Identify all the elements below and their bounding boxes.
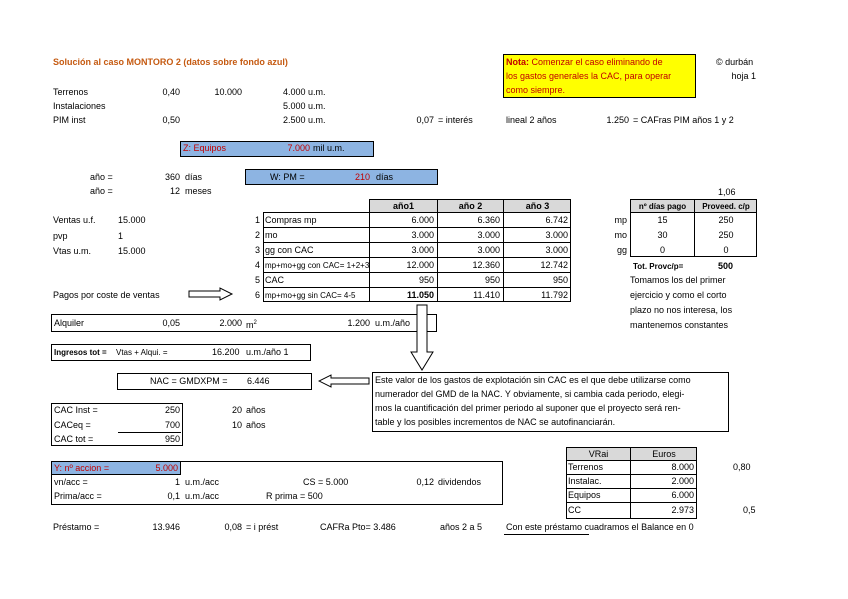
year-months: 12 <box>169 186 180 196</box>
alquiler-v3: 1.200 <box>347 318 370 328</box>
vrai-row-label: Terrenos <box>568 462 604 472</box>
interest-label: = interés <box>438 115 473 125</box>
costs-cell: 3.000 <box>477 230 500 240</box>
sales-value: 1 <box>118 231 124 241</box>
days-cell: 0 <box>659 245 665 255</box>
note-line-2: los gastos generales la CAC, para operar <box>506 71 672 81</box>
cafras-value: 1.250 <box>606 115 629 125</box>
costs-cell: 11.792 <box>541 290 568 300</box>
right-arrow-icon <box>188 287 234 301</box>
costs-header: año1 <box>392 201 414 211</box>
days-header: Proveed. c/p <box>702 202 750 211</box>
days-cell: 250 <box>718 230 734 240</box>
days-row-label: mp <box>614 215 627 225</box>
costs-cell: 6.360 <box>477 215 500 225</box>
wpm-label: W: PM = <box>270 172 305 182</box>
costs-header: año 3 <box>525 201 550 211</box>
costs-cell: 3.000 <box>411 230 434 240</box>
costs-row-label: gg con CAC <box>265 245 314 255</box>
explanation-line: numerador del GMD de la NAC. Y obviamente, si cambia cada periodo, elegi- <box>375 389 685 399</box>
interest-rate: 0,07 <box>416 115 434 125</box>
sales-value: 15.000 <box>118 246 146 256</box>
cac-inst-years: 20 <box>231 405 242 415</box>
days-cell: 0 <box>723 245 729 255</box>
vrai-cell: 6.000 <box>671 490 694 500</box>
note-label: Nota: <box>506 57 529 67</box>
prima-value: 0,1 <box>167 491 180 501</box>
prima-unit: u.m./acc <box>185 491 220 501</box>
cs-value: CS = 5.000 <box>303 477 349 487</box>
equipos-label: Z: Equipos <box>183 143 227 153</box>
note-text-1: Comenzar el caso eliminando de <box>529 57 663 67</box>
prov-total-value: 500 <box>718 261 734 271</box>
costs-cell: 3.000 <box>411 245 434 255</box>
asset-label: Terrenos <box>53 87 89 97</box>
vn-value: 1 <box>174 477 180 487</box>
alquiler-unit <box>246 318 257 331</box>
costs-row-label: mp+mo+gg sin CAC= 4-5 <box>265 291 356 300</box>
vrai-header: Euros <box>652 449 676 459</box>
ingresos-label: Ingresos tot = <box>54 348 107 357</box>
prestamo-years: años 2 a 5 <box>440 522 483 532</box>
asset-label: Instalaciones <box>53 101 106 111</box>
vn-unit: u.m./acc <box>185 477 220 487</box>
acciones-label: Y: nº accion = <box>54 463 110 473</box>
cac-eq-years: 10 <box>231 420 242 430</box>
days-cell: 15 <box>657 215 668 225</box>
nac-value: 6.446 <box>247 376 270 386</box>
equipos-unit: mil u.m. <box>313 143 345 153</box>
days-note-2: ejercicio y como el corto <box>630 290 727 300</box>
factor: 1,06 <box>718 187 736 197</box>
vrai-side-1: 0,80 <box>733 462 751 472</box>
prestamo-rate-label: = i prést <box>246 522 279 532</box>
asset-v1: 0,40 <box>162 87 180 97</box>
vrai-cell: 2.000 <box>671 476 694 486</box>
explanation-line: table y los posibles incrementos de NAC se autofinanciarán. <box>375 417 616 427</box>
sales-label: pvp <box>53 231 68 241</box>
prestamo-cafra: CAFRa Pto= 3.486 <box>320 522 396 532</box>
costs-row-num: 6 <box>254 290 260 300</box>
days-cell: 30 <box>657 230 668 240</box>
vrai-row-label: CC <box>568 505 581 515</box>
prov-total-label: Tot. Provc/p= <box>633 262 684 271</box>
costs-cell: 950 <box>418 275 434 285</box>
days-note-3: plazo no nos interesa, los <box>630 305 733 315</box>
page-title: Solución al caso MONTORO 2 (datos sobre fondo azul) <box>53 57 288 67</box>
alquiler-label: Alquiler <box>54 318 85 328</box>
costs-cell: 12.000 <box>406 260 434 270</box>
ingresos-formula: Vtas + Alqui. = <box>116 348 168 357</box>
costs-row-label: mo <box>265 230 278 240</box>
prestamo-note: Con este préstamo cuadramos el Balance en 0 <box>506 522 694 532</box>
lineal-label: lineal 2 años <box>506 115 557 125</box>
explanation-line: Este valor de los gastos de explotación sin CAC es el que debe utilizarse como <box>375 375 691 385</box>
year-months-unit: meses <box>185 186 212 196</box>
cac-inst-value: 250 <box>164 405 180 415</box>
costs-cell: 3.000 <box>545 245 568 255</box>
days-header: nº días pago <box>638 202 687 211</box>
costs-cell: 11.050 <box>406 290 434 300</box>
days-note-1: Tomamos los del primer <box>630 275 726 285</box>
costs-cell: 3.000 <box>545 230 568 240</box>
costs-row-num: 3 <box>254 245 260 255</box>
sales-label: Ventas u.f. <box>53 215 96 225</box>
alquiler-v2: 2.000 <box>219 318 242 328</box>
costs-header: año 2 <box>458 201 483 211</box>
asset-v1: 0,50 <box>162 115 180 125</box>
alquiler-v1: 0,05 <box>162 318 180 328</box>
days-note-4: mantenemos constantes <box>630 320 729 330</box>
sales-label: Vtas u.m. <box>53 246 92 256</box>
vrai-side-2: 0,5 <box>743 505 756 515</box>
costs-row-num: 5 <box>254 275 260 285</box>
cac-eq-label: CACeq = <box>54 420 91 430</box>
prestamo-label: Préstamo = <box>53 522 100 532</box>
equipos-value: 7.000 <box>287 143 310 153</box>
cafras-label: = CAFras PIM años 1 y 2 <box>633 115 734 125</box>
vrai-header: VRai <box>588 449 609 459</box>
cac-eq-unit: años <box>246 420 266 430</box>
asset-v3: 2.500 u.m. <box>283 115 326 125</box>
wpm-unit: días <box>376 172 394 182</box>
year-days-unit: días <box>185 172 203 182</box>
div-rate: 0,12 <box>416 477 434 487</box>
alquiler-unit-text: m <box>246 320 254 330</box>
pagos-label: Pagos por coste de ventas <box>53 290 160 300</box>
explanation-line: mos la cuantificación del primer periodo al suponer que el proyecto será ren- <box>375 403 681 413</box>
down-arrow-icon <box>410 304 434 372</box>
costs-cell: 950 <box>484 275 500 285</box>
author: © durbán <box>716 57 754 67</box>
costs-row-label: mp+mo+gg con CAC= 1+2+3 <box>265 261 370 270</box>
prima-label: Prima/acc = <box>54 491 102 501</box>
rprima-value: R prima = 500 <box>266 491 323 501</box>
asset-label: PIM inst <box>53 115 86 125</box>
costs-row-label: Compras mp <box>265 215 317 225</box>
costs-row-label: CAC <box>265 275 285 285</box>
costs-cell: 11.410 <box>473 290 500 300</box>
note-line-1 <box>506 57 663 68</box>
asset-v3: 4.000 u.m. <box>283 87 326 97</box>
costs-row-num: 1 <box>254 215 260 225</box>
costs-row-num: 2 <box>254 230 260 240</box>
costs-cell: 6.742 <box>545 215 568 225</box>
costs-cell: 12.742 <box>540 260 568 270</box>
cac-inst-unit: años <box>246 405 266 415</box>
cac-eq-value: 700 <box>164 420 180 430</box>
year-days: 360 <box>164 172 180 182</box>
cac-inst-label: CAC Inst = <box>54 405 98 415</box>
ingresos-unit: u.m./año 1 <box>246 347 289 357</box>
cac-tot-label: CAC tot = <box>54 434 94 444</box>
div-label: dividendos <box>438 477 482 487</box>
prestamo-rate: 0,08 <box>224 522 242 532</box>
vrai-row-label: Equipos <box>568 490 601 500</box>
asset-v3: 5.000 u.m. <box>283 101 326 111</box>
sheet-label: hoja 1 <box>731 71 756 81</box>
costs-cell: 950 <box>552 275 568 285</box>
prestamo-value: 13.946 <box>152 522 180 532</box>
year-label-days: año = <box>90 172 113 182</box>
days-row-label: mo <box>614 230 627 240</box>
acciones-value: 5.000 <box>155 463 178 473</box>
days-cell: 250 <box>718 215 734 225</box>
costs-row-num: 4 <box>254 260 260 270</box>
vn-label: vn/acc = <box>54 477 88 487</box>
left-arrow-icon <box>318 374 370 388</box>
alquiler-v3-unit: u.m./año <box>375 318 411 328</box>
ingresos-value: 16.200 <box>212 347 240 357</box>
note-line-3: como siempre. <box>506 85 566 95</box>
year-label-months: año = <box>90 186 113 196</box>
asset-v2: 10.000 <box>214 87 242 97</box>
wpm-value: 210 <box>354 172 370 182</box>
costs-cell: 3.000 <box>477 245 500 255</box>
days-row-label: gg <box>616 245 627 255</box>
alquiler-unit-sup: 2 <box>253 320 257 326</box>
costs-cell: 6.000 <box>411 215 434 225</box>
cac-tot-value: 950 <box>164 434 180 444</box>
vrai-cell: 2.973 <box>671 505 694 515</box>
sales-value: 15.000 <box>118 215 146 225</box>
nac-label: NAC = GMDXPM = <box>150 376 228 386</box>
costs-cell: 12.360 <box>472 260 500 270</box>
vrai-row-label: Instalac. <box>568 476 602 486</box>
vrai-cell: 8.000 <box>671 462 694 472</box>
